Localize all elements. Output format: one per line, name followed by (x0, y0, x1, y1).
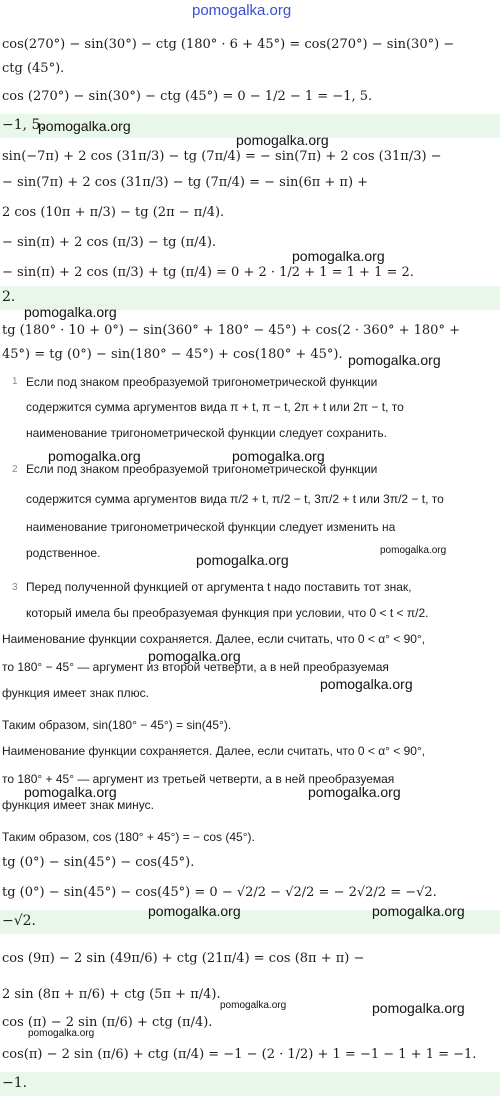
watermark: pomogalka.org (372, 1000, 465, 1016)
p2-line-4: − sin(π) + 2 cos (π/3) − tg (π/4). (2, 235, 217, 250)
watermark: pomogalka.org (348, 352, 441, 368)
p3-text-5: Наименование функции сохраняется. Далее, если считать, что 0 < α° < 90°, (2, 744, 426, 758)
p3-line-4: tg (0°) − sin(45°) − cos(45°) = 0 − √2/2 − √2/2 = − 2√2/2 = −√2. (2, 885, 437, 900)
watermark: pomogalka.org (148, 648, 241, 664)
rule-2-number: 2 (12, 464, 18, 475)
rule-2-line-4: родственное. (26, 546, 101, 560)
p3-line-3: tg (0°) − sin(45°) − cos(45°). (2, 855, 195, 870)
p4-line-1: cos (9π) − 2 sin (49π/6) + ctg (21π/4) = cos (8π + π) − (2, 951, 365, 966)
p2-answer: 2. (2, 289, 16, 305)
p2-line-1: sin(−7π) + 2 cos (31π/3) − tg (7π/4) = − sin(7π) + 2 cos (31π/3) − (2, 149, 442, 164)
p3-text-7: функция имеет знак минус. (2, 798, 154, 812)
watermark: pomogalka.org (38, 118, 131, 134)
p4-line-3: cos (π) − 2 sin (π/6) + ctg (π/4). (2, 1015, 213, 1030)
watermark: pomogalka.org (24, 784, 117, 800)
rule-3-line-1: Перед полученной функцией от аргумента t надо поставить тот знак, (26, 580, 412, 594)
rule-1-line-2: содержится сумма аргументов вида π + t, π − t, 2π + t или 2π − t, то (26, 400, 404, 414)
p2-line-5: − sin(π) + 2 cos (π/3) + tg (π/4) = 0 + 2 · 1/2 + 1 = 1 + 1 = 2. (2, 265, 414, 280)
p1-line-3: cos (270°) − sin(30°) − ctg (45°) = 0 − 1/2 − 1 = −1, 5. (2, 89, 373, 104)
watermark: pomogalka.org (48, 448, 141, 464)
rule-3-line-2: который имела бы преобразуемая функция при условии, что 0 < t < π/2. (26, 606, 429, 620)
p3-line-1: tg (180° · 10 + 0°) − sin(360° + 180° − 45°) + cos(2 · 360° + 180° + (2, 323, 460, 338)
rule-1-line-3: наименование тригонометрической функции следует сохранить. (26, 426, 387, 440)
watermark: pomogalka.org (380, 545, 447, 556)
p4-line-4: cos(π) − 2 sin (π/6) + ctg (π/4) = −1 − (2 · 1/2) + 1 = −1 − 1 + 1 = −1. (2, 1047, 477, 1062)
p1-line-2: ctg (45°). (2, 61, 65, 76)
rule-1-line-1: Если под знаком преобразуемой тригонометрической функции (26, 375, 378, 389)
watermark: pomogalka.org (292, 248, 385, 264)
watermark-top: pomogalka.org (192, 2, 292, 19)
watermark: pomogalka.org (196, 552, 289, 568)
p4-answer: −1. (2, 1075, 28, 1091)
watermark: pomogalka.org (220, 1000, 287, 1011)
watermark: pomogalka.org (148, 903, 241, 919)
rule-1-number: 1 (12, 376, 18, 387)
p3-line-2: 45°) = tg (0°) − sin(180° − 45°) + cos(180° + 45°). (2, 347, 343, 362)
p4-answer-bar (0, 1072, 500, 1096)
p3-text-1: Наименование функции сохраняется. Далее, если считать, что 0 < α° < 90°, (2, 632, 426, 646)
p3-text-6: то 180° + 45° — аргумент из третьей четверти, а в ней преобразуемая (2, 772, 395, 786)
watermark: pomogalka.org (28, 1028, 95, 1039)
rule-2-line-3: наименование тригонометрической функции следует изменить на (26, 520, 396, 534)
watermark: pomogalka.org (308, 784, 401, 800)
p1-line-1: cos(270°) − sin(30°) − ctg (180° · 6 + 45°) = cos(270°) − sin(30°) − (2, 37, 455, 52)
p2-line-3: 2 cos (10π + π/3) − tg (2π − π/4). (2, 205, 225, 220)
p1-answer: −1, 5. (2, 117, 45, 133)
p4-line-2: 2 sin (8π + π/6) + ctg (5π + π/4). (2, 987, 221, 1002)
p3-text-3: функция имеет знак плюс. (2, 686, 149, 700)
p3-text-4: Таким образом, sin(180° − 45°) = sin(45°). (2, 718, 232, 732)
p3-answer: −√2. (2, 913, 37, 929)
p3-text-2: то 180° − 45° — аргумент из второй четверти, а в ней преобразуемая (2, 660, 389, 674)
rule-2-line-2: содержится сумма аргументов вида π/2 + t, π/2 − t, 3π/2 + t или 3π/2 − t, то (26, 492, 444, 506)
watermark: pomogalka.org (24, 304, 117, 320)
watermark: pomogalka.org (372, 903, 465, 919)
watermark: pomogalka.org (236, 132, 329, 148)
p3-text-8: Таким образом, cos (180° + 45°) = − cos (45°). (2, 830, 255, 844)
rule-3-number: 3 (12, 582, 18, 593)
rule-2-line-1: Если под знаком преобразуемой тригонометрической функции (26, 462, 378, 476)
p2-line-2: − sin(7π) + 2 cos (31π/3) − tg (7π/4) = − sin(6π + π) + (2, 175, 369, 190)
watermark: pomogalka.org (320, 676, 413, 692)
watermark: pomogalka.org (232, 448, 325, 464)
